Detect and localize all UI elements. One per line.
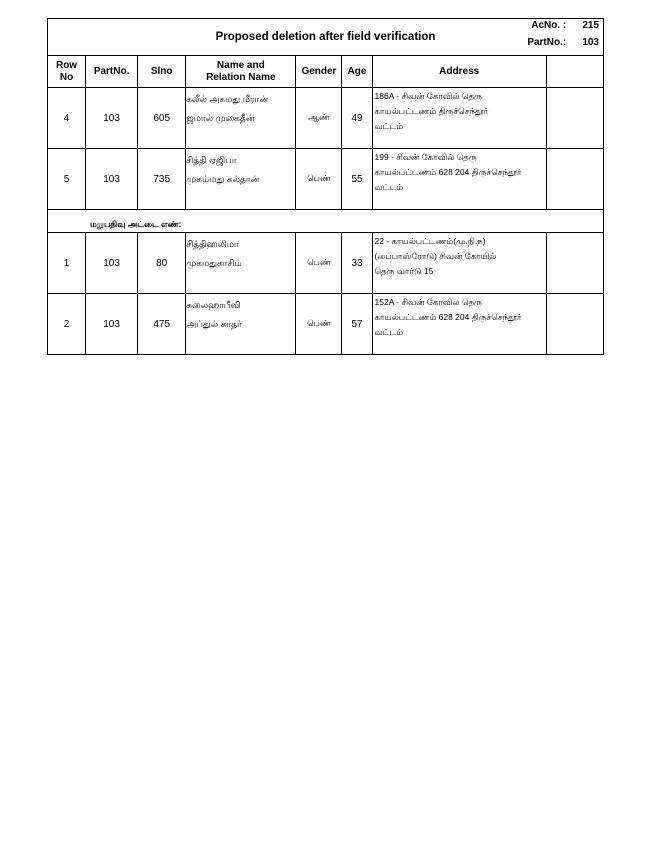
cell-blank (546, 233, 603, 294)
cell-gender: பெண் (296, 149, 342, 210)
address-line: 152A - சிவன் கோவில தெரு (374, 297, 482, 307)
voter-name: கலீல் அகமது மீரான் (186, 94, 269, 104)
voter-name: சித்திஹலிமா (186, 239, 239, 249)
address-line: 199 - சிவன் கோவில் தெரு (374, 152, 477, 162)
relation-name: முகம்மது கல்தான் (186, 174, 260, 184)
cell-row-no: 4 (48, 88, 86, 149)
table-row (48, 88, 604, 149)
part-value: 103 (582, 37, 599, 48)
col-slno: Slno (138, 56, 186, 88)
cell-part-no: 103 (86, 294, 138, 355)
col-name-label: Name and Relation Name (206, 59, 276, 83)
address-line: 22 - காயல்பட்டணம்(மு.நி.ந) (374, 236, 486, 246)
cell-name (186, 233, 296, 294)
section-label: மறுபதிவு அட்டை எண்: (90, 219, 182, 229)
voter-name: சித்தி ஏஜிபா (186, 155, 237, 165)
cell-slno: 605 (138, 88, 186, 149)
col-age: Age (342, 56, 372, 88)
voter-table (47, 55, 604, 355)
table-row (48, 233, 604, 294)
part-number (527, 37, 599, 48)
cell-gender: பெண் (296, 233, 342, 294)
address-line: 186A - சிவன் கோவில் தெரு (374, 91, 482, 101)
relation-name: அப்துல் காதர் (186, 319, 242, 329)
relation-name: முகமதுகாசிம் (186, 258, 242, 268)
cell-age: 49 (342, 88, 372, 149)
col-row-no: Row No (48, 56, 86, 88)
cell-row-no: 1 (48, 233, 86, 294)
address-line: (பைபாஸ்ரோடு) சிவன் கோயில் (374, 251, 497, 261)
relation-name: ஜமால் முகைதீன் (186, 113, 255, 123)
cell-row-no: 2 (48, 294, 86, 355)
cell-address (372, 149, 546, 210)
cell-name (186, 88, 296, 149)
col-part-no: PartNo. (86, 56, 138, 88)
col-name (186, 56, 296, 88)
cell-address (372, 233, 546, 294)
cell-slno: 475 (138, 294, 186, 355)
address-line: வட்டம் (374, 121, 404, 131)
ac-label: AcNo. : (531, 20, 567, 31)
cell-blank (546, 88, 603, 149)
col-blank (546, 56, 603, 88)
address-line: காயல்பட்டணம் 628 204 திருச்செந்தூர் (374, 312, 522, 322)
voter-name: சுலைஹாபீவி (186, 300, 241, 310)
table-header-row (48, 56, 604, 88)
ac-number (531, 20, 599, 31)
cell-address (372, 88, 546, 149)
address-line: காயல்பட்டணம் 628 204 திருச்செந்தூர் (374, 167, 522, 177)
cell-blank (546, 294, 603, 355)
col-address: Address (372, 56, 546, 88)
address-line: காயல்பட்டணம் திருச்செந்தூர் (374, 106, 489, 116)
cell-blank (546, 149, 603, 210)
cell-address (372, 294, 546, 355)
cell-part-no: 103 (86, 88, 138, 149)
section-label-cell (48, 210, 604, 233)
section-gap-row (48, 210, 604, 233)
cell-row-no: 5 (48, 149, 86, 210)
cell-slno: 80 (138, 233, 186, 294)
table-row (48, 294, 604, 355)
table-row (48, 149, 604, 210)
part-label: PartNo.: (527, 37, 567, 48)
deletion-list-sheet (47, 18, 604, 355)
report-title: Proposed deletion after field verification (215, 31, 436, 43)
cell-name (186, 149, 296, 210)
cell-age: 33 (342, 233, 372, 294)
cell-gender: ஆண் (296, 88, 342, 149)
cell-part-no: 103 (86, 233, 138, 294)
address-line: வட்டம் (374, 182, 404, 192)
cell-age: 57 (342, 294, 372, 355)
report-header (47, 18, 604, 55)
address-line: தெரு வார்டு 15 (374, 266, 434, 276)
cell-part-no: 103 (86, 149, 138, 210)
cell-gender: பெண் (296, 294, 342, 355)
ac-value: 215 (582, 20, 599, 31)
cell-name (186, 294, 296, 355)
col-gender: Gender (296, 56, 342, 88)
address-line: வட்டம் (374, 327, 404, 337)
cell-age: 55 (342, 149, 372, 210)
cell-slno: 735 (138, 149, 186, 210)
